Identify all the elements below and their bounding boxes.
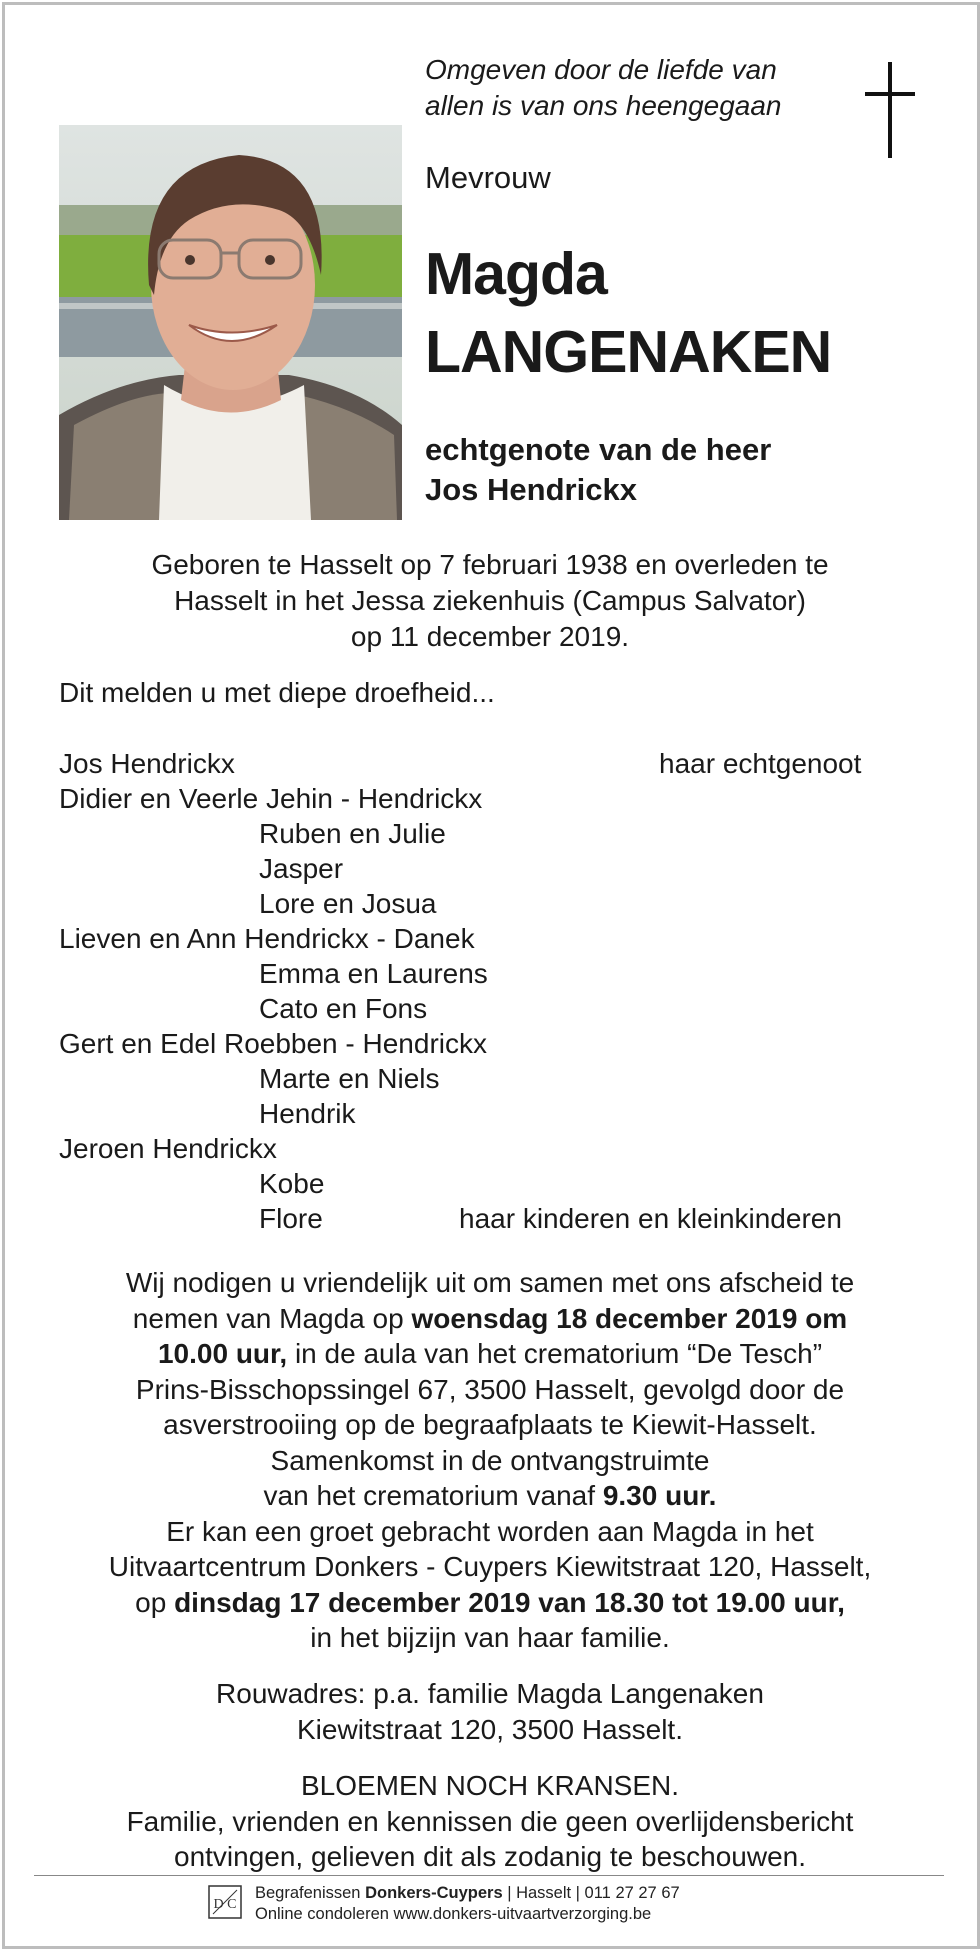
spouse-info: echtgenote van de heer Jos Hendrickx (425, 432, 772, 507)
intro-text: Omgeven door de liefde van allen is van ons heengegaan (425, 54, 782, 121)
announcement: Dit melden u met diepe droefheid... (59, 677, 495, 708)
cross-icon (855, 62, 925, 162)
family-relation: haar echtgenoot (659, 748, 862, 779)
first-name: Magda (425, 241, 607, 307)
family-member: Jos Hendrickx (59, 748, 235, 779)
family-member: Flore (259, 1203, 323, 1234)
family-member: Marte en Niels (259, 1063, 440, 1094)
footer-info: Begrafenissen Donkers-Cuypers | Hasselt | 011 27 27 67 Online condoleren www.donkers-uitvaartverzorging.be (255, 1884, 680, 1923)
family-member: Ruben en Julie (259, 818, 446, 849)
last-name: LANGENAKEN (425, 319, 832, 385)
birth-death-info: Geboren te Hasselt op 7 februari 1938 en overleden te Hasselt in het Jessa ziekenhuis (Campus Salvator) op 11 december 2019. (151, 549, 829, 652)
family-member: Kobe (259, 1168, 325, 1199)
company-name: Donkers-Cuypers (365, 1884, 503, 1902)
family-member: Gert en Edel Roebben - Hendrickx (59, 1028, 487, 1059)
family-member: Lieven en Ann Hendrickx - Danek (59, 923, 475, 954)
family-member: Cato en Fons (259, 993, 428, 1024)
portrait-photo (59, 125, 402, 520)
honorific: Mevrouw (425, 160, 551, 195)
family-member: Jeroen Hendrickx (59, 1133, 277, 1164)
mourning-address: Rouwadres: p.a. familie Magda Langenaken Kiewitstraat 120, 3500 Hasselt. (216, 1678, 764, 1745)
funeral-home-logo (207, 1884, 243, 1920)
family-member: Hendrik (259, 1098, 356, 1129)
family-member: Didier en Veerle Jehin - Hendrickx (59, 783, 483, 814)
ceremony-info: Wij nodigen u vriendelijk uit om samen met ons afscheid te nemen van Magda op woensdag 18 december 2019 om 10.00 uur, in de aula van het crematorium “De Tesch” Prins-Bisschopssingel 67, 3500 Hasselt, gevolgd door de asverstrooiing op de begraafplaats te Kiewit-Hasselt. Samenkomst in de ontvangstruimte van het crematorium vanaf 9.30 uur. Er kan een groet gebracht worden aan Magda in het Uitvaartcentrum Donkers - Cuypers Kiewitstraat 120, Hasselt, op dinsdag 17 december 2019 van 18.30 tot 19.00 uur, in het bijzijn van haar familie. (108, 1267, 872, 1653)
family-member: Lore en Josua (259, 888, 437, 919)
condolence-link[interactable]: Online condoleren www.donkers-uitvaartverzorging.be (255, 1905, 652, 1923)
footer-divider (34, 1875, 944, 1876)
family-relation: haar kinderen en kleinkinderen (459, 1203, 842, 1234)
flowers-notice: BLOEMEN NOCH KRANSEN. Familie, vrienden en kennissen die geen overlijdensbericht ontvingen, gelieven dit als zodanig te beschouwen. (126, 1770, 854, 1872)
family-member: Jasper (259, 853, 344, 884)
svg-text:D C: D C (213, 1897, 237, 1912)
family-member: Emma en Laurens (259, 958, 488, 989)
